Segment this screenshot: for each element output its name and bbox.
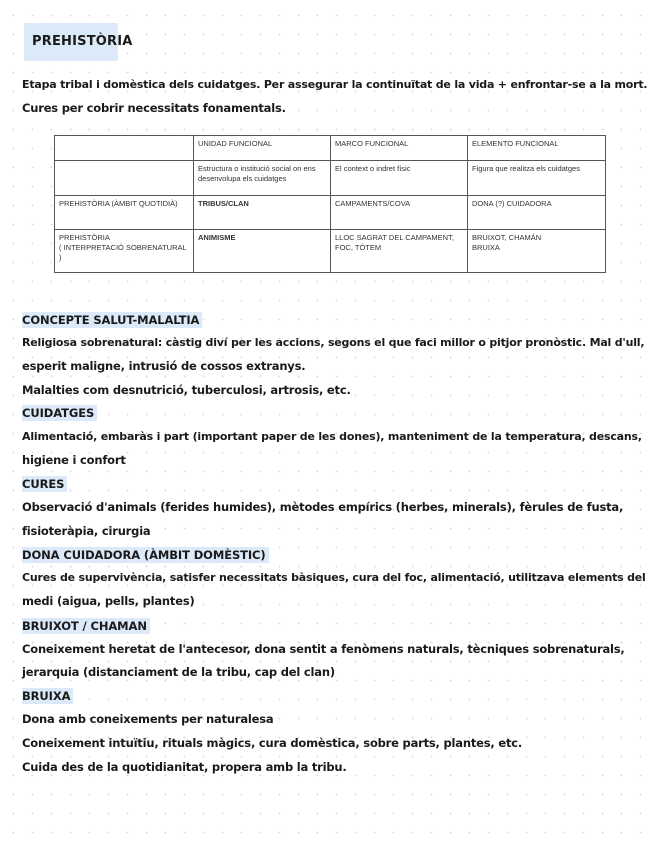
table-row — [55, 196, 606, 230]
dona-line-2: medi (aigua, pells, plantes) — [22, 594, 195, 608]
intro-line-2: Cures per cobrir necessitats fonamentals. — [22, 101, 286, 115]
concepte-line-3: Malalties com desnutrició, tuberculosi, artrosis, etc. — [22, 383, 351, 397]
dona-line-1: Cures de supervivència, satisfer necessitats bàsiques, cura del foc, alimentació, utilitzava elements del — [22, 571, 646, 584]
cures-line-1: Observació d'animals (ferides humides), mètodes empírics (herbes, minerals), fèrules de fusta, — [22, 500, 624, 514]
bruixa-line-2: Coneixement intuïtiu, rituals màgics, cura domèstica, sobre parts, plantes, etc. — [22, 736, 523, 750]
table-cell: ANIMISME — [194, 230, 331, 273]
section-heading-cuidatges: CUIDATGES — [22, 406, 97, 420]
table-cell: UNIDAD FUNCIONAL — [194, 136, 331, 161]
cuidatges-line-2: higiene i confort — [22, 453, 126, 467]
table-row — [55, 161, 606, 196]
section-heading-dona: DONA CUIDADORA (ÀMBIT DOMÈSTIC) — [22, 548, 269, 562]
table-cell: CAMPAMENTS/COVA — [331, 196, 468, 230]
bruixa-line-3: Cuida des de la quotidianitat, propera amb la tribu. — [22, 760, 347, 774]
table-cell: Estructura o institució social on ens desenvolupa els cuidatges — [194, 161, 331, 196]
table-cell-line: FOC, TÒTEM — [335, 243, 382, 252]
table-cell: MARCO FUNCIONAL — [331, 136, 468, 161]
table-cell-line: LLOC SAGRAT DEL CAMPAMENT, — [335, 233, 454, 242]
table-row — [55, 230, 606, 273]
table-cell: ELEMENTO FUNCIONAL — [468, 136, 606, 161]
table-cell-line: BRUIXA — [472, 243, 500, 252]
table-cell — [55, 230, 194, 273]
table-cell-line: BRUIXOT, CHAMÁN — [472, 233, 542, 242]
concepte-line-2: esperit maligne, intrusió de cossos extranys. — [22, 359, 306, 373]
bruixa-line-1: Dona amb coneixements per naturalesa — [22, 712, 274, 726]
table-cell: DONA (?) CUIDADORA — [468, 196, 606, 230]
page-title: PREHISTÒRIA — [24, 23, 118, 61]
table-cell — [468, 230, 606, 273]
functional-table — [54, 135, 606, 273]
table-row — [55, 136, 606, 161]
table-cell-line: ( INTERPRETACIÓ SOBRENATURAL ) — [59, 243, 187, 262]
cures-line-2: fisioteràpia, cirurgia — [22, 524, 151, 538]
table-cell: PREHISTÒRIA (ÀMBIT QUOTIDIÀ) — [55, 196, 194, 230]
bruixot-line-1: Coneixement heretat de l'antecesor, dona sentit a fenòmens naturals, tècniques sobrenaturals, — [22, 642, 625, 656]
section-heading-bruixot: BRUIXOT / CHAMAN — [22, 619, 150, 633]
table-cell: Figura que realitza els cuidatges — [468, 161, 606, 196]
table-cell — [331, 230, 468, 273]
concepte-line-1: Religiosa sobrenatural: càstig diví per les accions, segons el que faci millor o pitjor pronòstic. Mal d'ull, — [22, 336, 645, 349]
cuidatges-line-1: Alimentació, embaràs i part (important paper de les dones), manteniment de la temperatura, descans, — [22, 430, 642, 443]
table-cell-line: PREHISTÒRIA — [59, 233, 110, 242]
table-cell — [55, 136, 194, 161]
table-cell: TRIBUS/CLAN — [194, 196, 331, 230]
intro-line-1: Etapa tribal i domèstica dels cuidatges. Per assegurar la continuïtat de la vida + enfrontar-se a la mort. — [22, 78, 648, 91]
section-heading-cures: CURES — [22, 477, 67, 491]
table-cell: El context o indret físic — [331, 161, 468, 196]
table-cell — [55, 161, 194, 196]
section-heading-bruixa: BRUIXA — [22, 689, 73, 703]
section-heading-concepte: CONCEPTE SALUT-MALALTIA — [22, 313, 202, 327]
bruixot-line-2: jerarquia (distanciament de la tribu, cap del clan) — [22, 665, 335, 679]
